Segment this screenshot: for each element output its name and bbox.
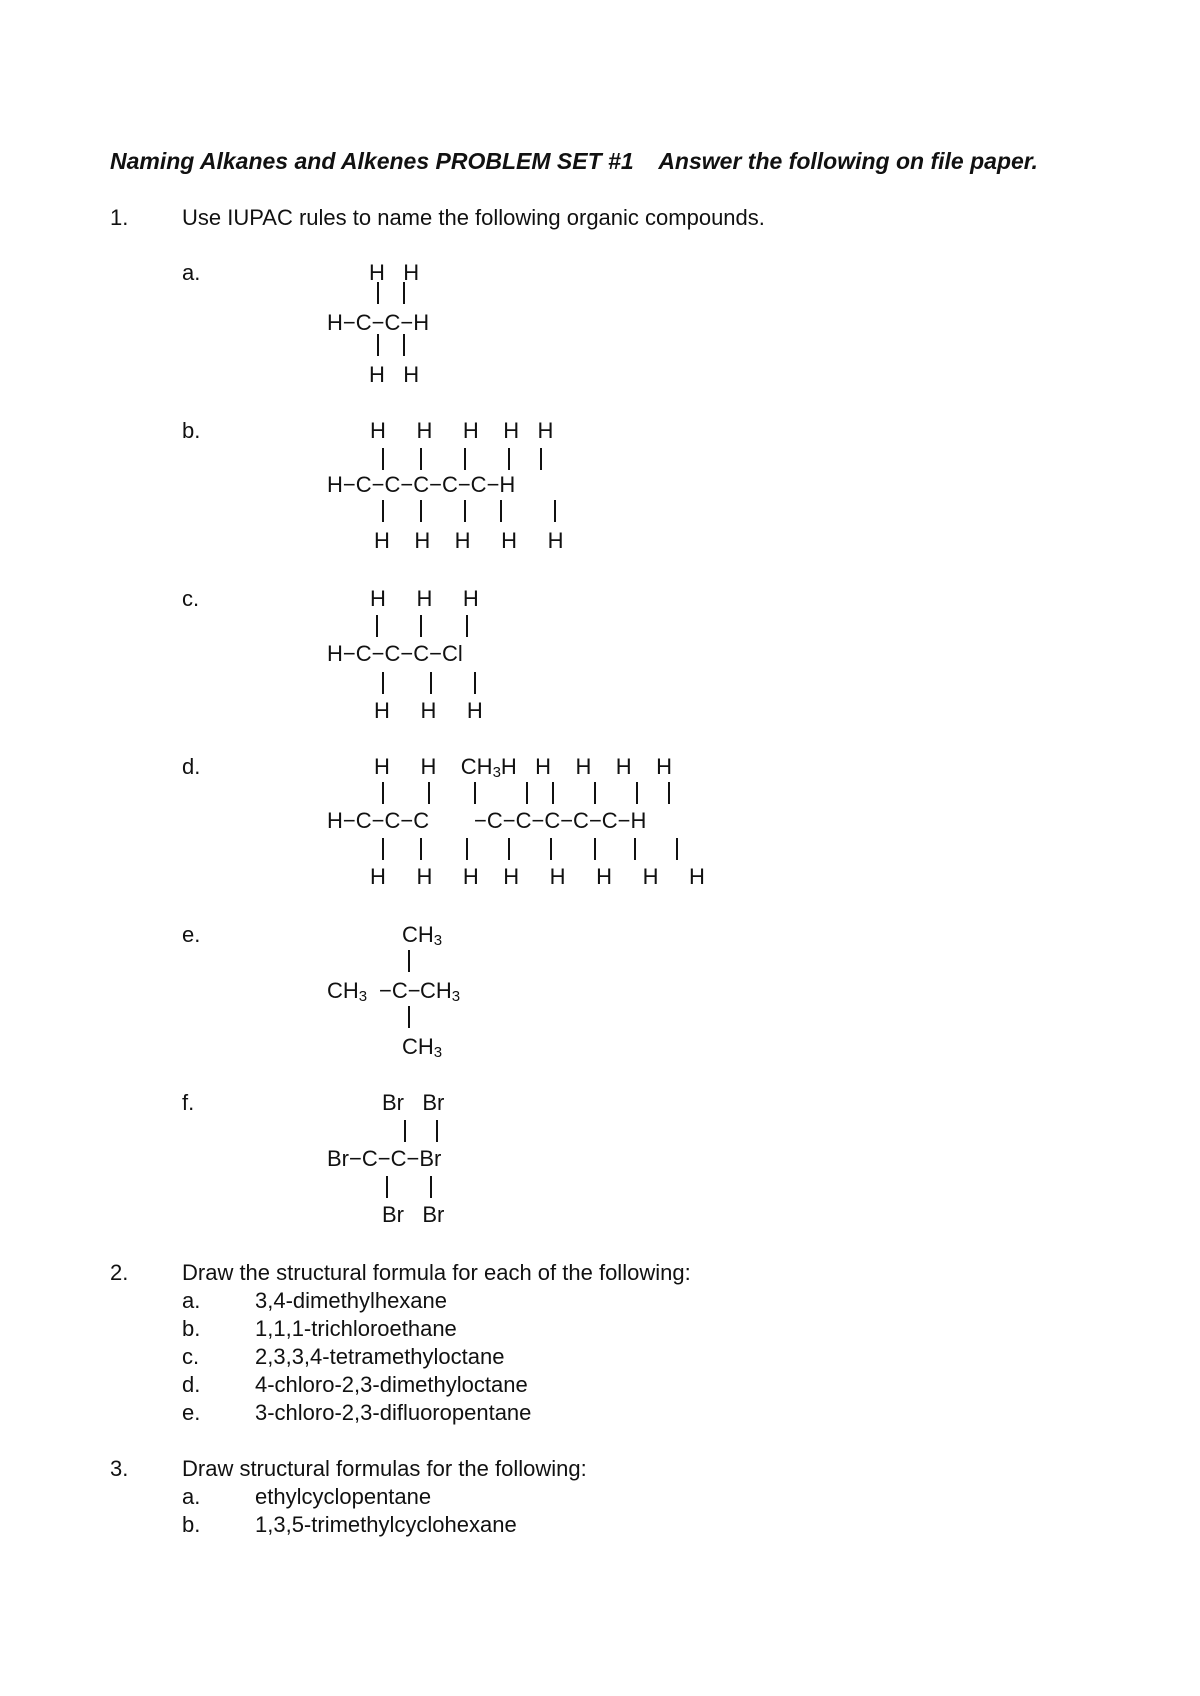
q2-item-name: 3,4-dimethylhexane <box>255 1288 448 1313</box>
q2-number: 2. <box>110 1260 129 1285</box>
q2-item-letter: c. <box>182 1344 200 1369</box>
q3-item-name: ethylcyclopentane <box>255 1484 432 1509</box>
q3-text: Draw structural formulas for the following: <box>182 1456 587 1481</box>
structure-e-left: $CH_3$ <box>327 978 368 1005</box>
structure-d-chain-left: H−C−C−C <box>327 808 430 833</box>
q2-item-letter: e. <box>182 1400 201 1425</box>
structure-b-top: H H H H H <box>370 418 554 443</box>
q1-text: Use IUPAC rules to name the following organic compounds. <box>182 205 765 230</box>
structure-e-bottom: $CH_3$ <box>402 1034 443 1061</box>
structure-e-center: −C− <box>379 978 421 1003</box>
structure-a-chain: H−C−C−H <box>327 310 430 335</box>
q1-letter-a: a. <box>182 260 201 285</box>
q3-item-letter: a. <box>182 1484 201 1509</box>
q2-item-letter: a. <box>182 1288 201 1313</box>
q3-number: 3. <box>110 1456 129 1481</box>
structure-f-top: Br Br <box>382 1090 445 1115</box>
structure-b-bottom: H H H H H <box>374 528 564 553</box>
q2-item-name: 1,1,1-trichloroethane <box>255 1316 457 1341</box>
structure-c-bottom: H H H <box>374 698 483 723</box>
q1-number: 1. <box>110 205 129 230</box>
q1-letter-c: c. <box>182 586 200 611</box>
structure-d-chain-right: −C−C−C−C−C−H <box>474 808 647 833</box>
q2-item-name: 3-chloro-2,3-difluoropentane <box>255 1400 532 1425</box>
structure-d-bottom: H H H H H H H H <box>370 864 705 889</box>
q2-text: Draw the structural formula for each of the following: <box>182 1260 691 1285</box>
q1-letter-b: b. <box>182 418 201 443</box>
structure-d-top: H H $CH_3H$ H H H H <box>374 754 673 781</box>
q3-item-letter: b. <box>182 1512 201 1537</box>
q2-item-letter: d. <box>182 1372 201 1397</box>
q2-item-name: 2,3,3,4-tetramethyloctane <box>255 1344 505 1369</box>
q2-item-letter: b. <box>182 1316 201 1341</box>
q1-letter-f: f. <box>182 1090 195 1115</box>
structure-f-chain: Br−C−C−Br <box>327 1146 442 1171</box>
page-title: Naming Alkanes and Alkenes PROBLEM SET #1 Answer the following on file paper. <box>110 148 1038 174</box>
structure-e-top: $CH_3$ <box>402 922 443 949</box>
structure-e-right: $CH_3$ <box>420 978 461 1005</box>
structure-b-chain: H−C−C−C−C−C−H <box>327 472 516 497</box>
structure-c-chain: H−C−C−C−Cl <box>327 641 463 666</box>
structure-a-top: H H <box>369 260 420 285</box>
structure-c-top: H H H <box>370 586 479 611</box>
q1-letter-e: e. <box>182 922 201 947</box>
structure-a-bottom: H H <box>369 362 420 387</box>
q2-item-name: 4-chloro-2,3-dimethyloctane <box>255 1372 528 1397</box>
q3-item-name: 1,3,5-trimethylcyclohexane <box>255 1512 517 1537</box>
structure-f-bottom: Br Br <box>382 1202 445 1227</box>
q1-letter-d: d. <box>182 754 201 779</box>
